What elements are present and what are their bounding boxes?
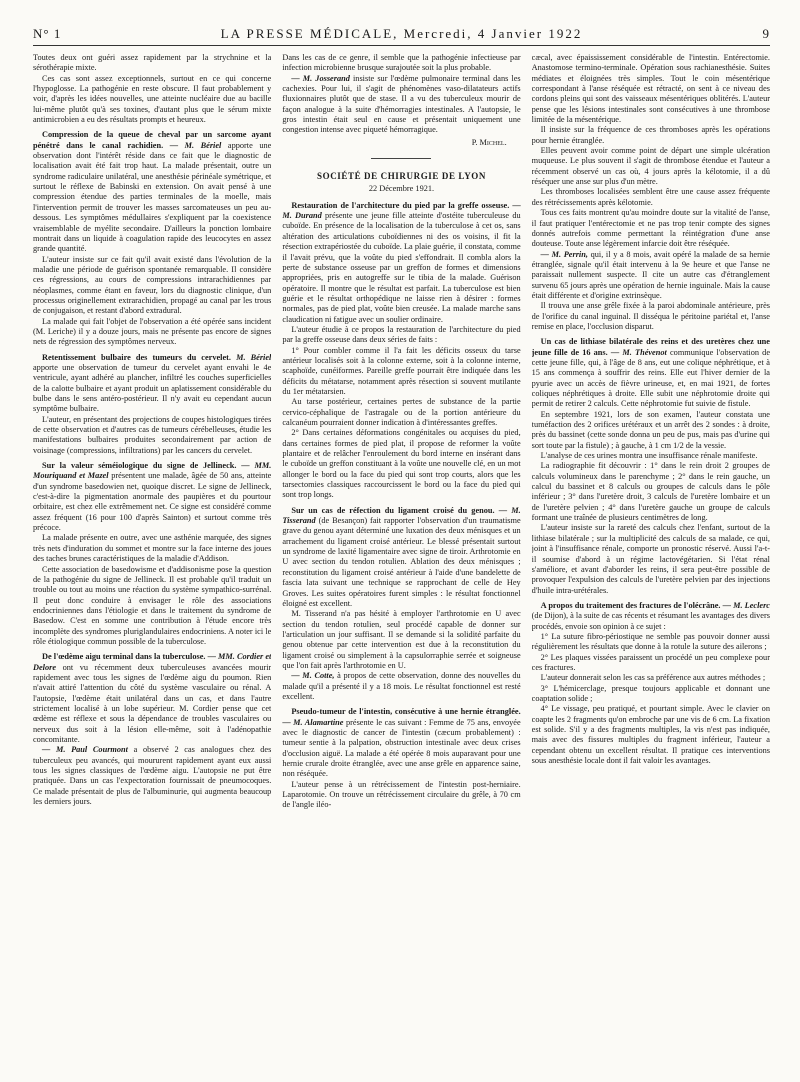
article-heading	[33, 461, 271, 533]
paragraph-text: Il trouva une anse grêle fixée à la paroi abdominale antérieure, près de l'orifice du canal inguinal. Il disséqua le péritoine pariétal et, l'anse remise en place, l'occlusion disparut.	[531, 301, 770, 331]
article-title: Restauration de l'architecture du pied par la greffe osseuse. —	[291, 200, 521, 210]
article-heading	[33, 130, 271, 254]
page-header	[33, 26, 770, 42]
paragraph	[532, 410, 770, 451]
article-author: M. Alamartine	[293, 717, 344, 727]
article-author: M. Leclerc	[733, 600, 770, 610]
article-body: apporte une observation dont l'intérêt réside dans ce fait que le diagnostic de localisation avait été fait trop haut. La malade présentait, outre un syndrome radiculaire unilatéral, une anesthésie périnéale symétrique, et surtout le réflexe de Babinski en extension. On avait pensé à une compression étendue des parties terminales de la moelle, mais l'intervention permit de trouver les masses sarcomateuses un peu au-dessous. Les symptômes médullaires s'expliquent par la coexistence vraisemblable de myélite secondaire. D'ailleurs la ponction lombaire montrait dans un liquide à coagulation rapide des leucocytes en assez grande quantité.	[33, 140, 272, 254]
paragraph	[532, 301, 770, 332]
column-2	[282, 53, 520, 1076]
paragraph-text: L'analyse de ces urines montra une insuffisance rénale manifeste.	[540, 451, 758, 461]
paragraph-text: L'auteur étudie à ce propos la restauration de l'architecture du pied par la greffe osseuse dans deux séries de faits :	[282, 324, 521, 345]
paragraph	[282, 780, 520, 811]
article-author: MM. Mouriquand et Mazel	[33, 461, 272, 481]
paragraph	[282, 671, 520, 702]
article-heading	[282, 201, 520, 325]
article-title: A propos du traitement des fractures de l'olécrâne. —	[540, 600, 731, 610]
article-heading	[532, 601, 770, 632]
paragraph-text: L'auteur, en présentant des projections de coupes histologiques tirées de cette observation et d'autres cas de tumeurs cérébelleuses, étudie les manifestations bulbaires produites secondairement par action de voisinage (compressions, infiltrations) par les cancers du cervelet.	[33, 414, 272, 455]
paragraph	[532, 250, 770, 302]
paragraph	[532, 461, 770, 523]
paragraph-text: Tous ces faits montrent qu'au moindre doute sur la vitalité de l'anse, il faut pratiquer l'entérectomie et ne pas trop tenir compte des signes donnés autrefois comme permettant la réintégration d'une anse douteuse. Toute anse légèrement infarcie doit être réséquée.	[531, 208, 770, 249]
paragraph-text: insiste sur l'œdème pulmonaire terminal dans les cachexies. Pour lui, il s'agit de phénomènes vaso-dilatateurs actifs fluxionnaires plutôt que de stase. Il a vu des tuberculeux mourir de façon analogue à la suite d'hémorragies intestinales. A l'autopsie, le gros intestin était seul en cause et présentait uniquement une congestion intense avec piqueté hémorragique.	[282, 73, 521, 135]
signature: P. Michel.	[471, 137, 507, 147]
paragraph	[282, 397, 520, 428]
paragraph	[282, 428, 520, 500]
section-title: SOCIÉTÉ DE CHIRURGIE DE LYON	[316, 171, 486, 182]
section-date: 22 Décembre 1921.	[368, 184, 435, 194]
paragraph	[33, 745, 271, 807]
paragraph	[33, 74, 271, 126]
paragraph-text: Ces cas sont assez exceptionnels, surtout en ce qui concerne l'hypoglosse. La pathogénie en reste obscure. Il faut probablement y voir, d'après les idées nouvelles, une atteinte nucléaire due au bacille lui-même plutôt qu'à ses toxines, d'autant plus que le sérum mixte antimicrobien a eu des résultats prompts et heureux.	[33, 73, 272, 125]
paragraph	[33, 533, 271, 564]
paragraph-text: Au tarse postérieur, certaines pertes de substance de la partie cervico-céphalique de l'astragale ou de la portion antérieure du calcanéum pourraient donner indication à d'intéressantes greffes.	[282, 397, 521, 427]
paragraph	[33, 415, 271, 456]
paragraph-author: — M. Josserand	[291, 73, 350, 83]
paragraph-text: Il insiste sur la fréquence de ces thromboses après les opérations pour hernie étranglée.	[531, 125, 770, 145]
paragraph-text: 1° La suture fibro-périostique ne semble pas pouvoir donner aussi régulièrement les résultats que donne à la rotule la suture des ailerons ;	[531, 631, 770, 652]
article-title: Sur un cas de réfection du ligament croisé du genou. —	[291, 505, 508, 515]
page-number: 9	[762, 26, 770, 41]
paragraph-text: 1° Pour combler comme il l'a fait les déficits osseux du tarse antérieur localisés soit à la colonne externe, soit à la colonne interne, scaphoïde, cunéiformes. Pareille greffe pourrait être indiquée dans les déficits du métatarse, notamment après résection si souvent mutilante du 1er métatarsien.	[282, 345, 521, 396]
paragraph-text: La malade qui fait l'objet de l'observation a été opérée sans incident (M. Leriche) il y a douze jours, mais ne présente pas encore de signes nets de régression des symptômes nerveux.	[33, 316, 272, 347]
issue-number: N° 1	[33, 26, 62, 41]
paragraph-text: La malade présente en outre, avec une asthénie marquée, des signes très nets d'induration du sommet et montre sur la face interne des joues des taches brunes caractéristiques de la maladie d'Addison.	[33, 533, 272, 564]
paragraph	[532, 704, 770, 766]
paragraph	[532, 125, 770, 146]
paragraph	[33, 53, 271, 74]
article-body: communique l'observation de cette jeune fille, qui, à l'âge de 8 ans, eut une colique néphrétique, et à 15 ans commença à souffrir des reins. Elle eut l'hiver dernier de la pyurie avec un accès de fièvre urineuse, et, en mai 1921, de fortes coliques néphrétiques à droite. Elle subit une néphrotomie droite qui permit de retirer 2 calculs. Cette néphrotomie fut suivie de fistule.	[531, 347, 770, 409]
paragraph-text: a observé 2 cas analogues chez des tuberculeux peu avancés, qui moururent rapidement ayant eux aussi tous les signes classiques de l'œdème aigu. L'autopsie ne put être pratiquée. Dans un cas l'expectoration fournissait de pneumocoques. Ce malade présentait de plus de l'albuminurie, qui augmenta beaucoup les derniers jours.	[33, 745, 272, 807]
paragraph-text: Cette association de basedowisme et d'addisonisme pose la question de la pathogénie du signe de Jellineck. Il est probable qu'il traduit un trouble ou tout au moins une réaction du système sympathico-surrénal. Il peut donc conduire à envisager le rôle des associations endocriniennes dans l'étiologie et dans le traitement du syndrome de Basedow. C'est en somme une contribution à l'étude encore très incomplète des syndromes pluriglandulaires endocriniens. A noter ici le rôle étiologique commun possible de la tuberculose.	[33, 564, 272, 646]
paragraph-text: 4° Le vissage, peu pratiqué, et pourtant simple. Avec le clavier on coapte les 2 fragments qu'on embroche par une vis de 6 cm. La fixation est solide. S'il y a des fragments multiples, la vis n'est pas indiquée, mais avec des fissures multiples du fragment inférieur, l'auteur a cependant obtenu un excellent résultat. Il pratique ces interventions sous anesthésie locale dont il fait valoir les avantages.	[531, 704, 770, 766]
paragraph	[532, 632, 770, 653]
article-body: ont vu récemment deux tuberculeuses avancées mourir rapidement avec tous les signes de l'œdème aigu du poumon. Rien n'avait attiré l'attention du côté du système vasculaire ou rénal. A l'autopsie, l'œdème était unilatéral dans un cas, et dans l'autre strictement localisé à un lobe supérieur. M. Cordier pense que cet œdème est réflexe et sous la dépendance de troubles vasculaires ou nerveux dus soit à la lésion elle-même, soit à l'adénopathie concomitante.	[33, 662, 272, 744]
article-title: Retentissement bulbaire des tumeurs du cervelet.	[42, 352, 232, 362]
article-author: MM. Cordier et Delore	[33, 652, 272, 672]
article-heading	[33, 652, 271, 745]
paragraph	[532, 146, 770, 187]
paragraph-text: 2° Les plaques vissées paraissent un procédé un peu complexe pour ces fractures.	[531, 652, 770, 672]
article-body: (de Besançon) fait rapporter l'observation d'un traumatisme grave du genou ayant déterminé une luxation des deux ménisques et un arrachement du ligament croisé antérieur. Le blessé présentait surtout un syndrome de laxité ligamentaire avec signe de tiroir. Arthrotomie en U avec section du tendon rotulien. Ablation des deux ménisques ; reconstitution du ligament croisé antérieur à l'aide d'une bandelette de fascia lata suivant une technique se rapprochant de celle de Hey Groves. Les suites opératoires furent simples : le résultat fonctionnel éloigné est excellent.	[282, 516, 521, 608]
paragraph	[532, 673, 770, 683]
paragraph	[532, 523, 770, 595]
article-body: (de Dijon), à la suite de cas récents et résumant les avantages des divers procédés, envoie son opinion à ce sujet :	[531, 611, 770, 631]
paragraph-text: M. Tisserand n'a pas hésité à employer l'arthrotomie en U avec section du tendon rotulien, seul procédé capable de donner sur l'articulation un jour suffisant. Il se demande si la solidité parfaite du genou obtenue par cette intervention est due à la reconstitution du ligament croisé ou simplement à la capsulorraphie serrée et soigneuse que l'on fait après l'arthrotomie en U.	[282, 609, 521, 670]
paragraph-text: Dans les cas de ce genre, il semble que la pathogénie infectieuse par infection microbienne brusque surajoutée soit la plus probable.	[282, 53, 521, 73]
article-title: Sur la valeur séméiologique du signe de Jellineck. —	[42, 461, 250, 471]
article-heading	[282, 707, 520, 779]
paragraph-text: 2° Dans certaines déformations congénitales ou acquises du pied, dans certaines formes de pied plat, il propose de reformer la voûte plantaire et de relâcher l'enroulement du bord interne en insérant dans le cuboïde un greffon constituant à la voûte une nouvelle clé, en un mot allonger le bord ou la face du pied qui sont trop courts, alors que les tarsectomies classiques raccourcissent le bord ou la face du pied qui sont trop longs.	[282, 428, 521, 500]
article-heading	[532, 337, 770, 409]
article-title: De l'œdème aigu terminal dans la tuberculose. —	[42, 652, 216, 662]
header-rule	[33, 45, 770, 46]
article-body: présente le cas suivant : Femme de 75 ans, envoyée avec le diagnostic de cancer de l'intestin (cæcum probablement) : tumeur sentie à la palpation, obstruction intestinale avec deux crises d'occlusion aiguë. La malade a été opérée 8 mois auparavant pour une hernie crurale droite étranglée, avec une anse grêle en apparence saine, non réséquée.	[282, 717, 521, 779]
article-title: Un cas de lithiase bilatérale des reins et des uretères chez une jeune fille de 16 ans. —	[531, 337, 770, 357]
text-columns	[33, 53, 770, 1076]
paragraph	[33, 255, 271, 317]
paragraph	[532, 653, 770, 674]
paragraph-text: Elles peuvent avoir comme point de départ une simple ulcération muqueuse. Le plus souvent il s'agit de thrombose étendue et l'auteur a récemment observé un cas où, 4 jours après la kélotomie, il a dû réséquer une anse sur plus d'un mètre.	[531, 146, 770, 187]
paragraph	[282, 609, 520, 671]
paragraph-text: à propos de cette observation, donne des nouvelles du malade qu'il a présenté il y a 18 mois. Le résultat fonctionnel est resté excellent.	[282, 671, 521, 701]
paragraph	[33, 317, 271, 348]
paragraph-text: Les thromboses localisées semblent être une cause assez fréquente des rétrécissements après kélotomie.	[531, 187, 770, 207]
article-title: Pseudo-tumeur de l'intestin, consécutive à une hernie étranglée. —	[282, 707, 521, 727]
article-author: M. Tisserand	[282, 505, 521, 526]
column-3	[532, 53, 770, 1076]
paragraph	[532, 187, 770, 208]
paragraph	[33, 565, 271, 648]
paragraph	[282, 53, 520, 74]
article-body: apporte une observation de tumeur du cervelet ayant envahi le 4e ventricule, ayant adhéré au plancher, infiltré les couches superficielles de la calotte bulbaire et ayant produit un aplatissement considérable du bulbe dans le sens antéro-postérieur. Il n'y avait eu cependant aucun symptôme bulbaire.	[33, 362, 272, 414]
paragraph-text: qui, il y a 8 mois, avait opéré la malade de sa hernie étranglée, signale qu'il était intervenu à la 9e heure et que l'anse ne paraissait nullement suspecte. Il cite un autre cas d'étranglement survenu 65 jours après une opération de hernie inguinale. Mais la cause était différente et d'origine extrinsèque.	[531, 249, 770, 300]
paragraph	[282, 325, 520, 346]
article-author: M. Durand	[282, 211, 322, 221]
paragraph-text: En septembre 1921, lors de son examen, l'auteur constata une tuméfaction des 2 orifices urétéraux et un arrêt des 2 sondes : à droite, près du bassinet (cette sonde donna un peu de pus, mais pas d'urine qui sort toute par la fistule) ; à gauche, à 1 cm 1/2 de la vessie.	[531, 409, 770, 450]
article-author: M. Bériel	[184, 140, 222, 150]
paragraph-text: Toutes deux ont guéri assez rapidement par la strychnine et la sérothérapie mixte.	[33, 53, 272, 73]
paragraph-text: cæcal, avec épaississement considérable de l'intestin. Entérectomie. Anastomose termino-terminale. Opération sous rachianesthésie. Suites médiates et éloignées très simples. Tout le coin mésentérique correspondant à l'anse réséquée est rétracté, on sent à ce niveau des cordons pleins qui sont des vaisseaux mésentériques oblitérés. L'auteur pense que les lésions intestinales sont consécutives à une thrombose limitée de la mésentérique.	[531, 53, 770, 125]
paragraph-text: L'auteur donnerait selon les cas sa préférence aux autres méthodes ;	[540, 673, 766, 683]
paragraph-author: — M. Cotte,	[291, 671, 335, 681]
paragraph-text: 3° L'hémicerclage, presque toujours applicable et donnant une coaptation solide ;	[531, 683, 770, 703]
paragraph	[282, 346, 520, 398]
paragraph	[532, 208, 770, 249]
paragraph-text: L'auteur pense à un rétrécissement de l'intestin post-herniaire. Laparotomie. On trouve un rétrécissement circulaire du grêle, à 70 cm de l'angle iléo-	[282, 779, 521, 810]
paragraph-text: La radiographie fit découvrir : 1° dans le rein droit 2 groupes de calculs volumineux dans le parenchyme ; 2° dans le rein gauche, un calcul du bassinet et 8 calculs ou groupes de calculs dans le pôle inférieur ; 3° dans l'uretère droit, 3 calculs de l'uretère lombaire et un de l'uretère pelvien ; 4° dans l'uretère gauche un groupe de calculs formant une traînée de plusieurs centimètres de long.	[531, 461, 770, 523]
article-heading	[282, 506, 520, 609]
article-author: M. Bériel	[236, 352, 272, 362]
section-rule	[371, 158, 431, 159]
column-1	[33, 53, 271, 1076]
article-title: Compression de la queue de cheval par un sarcome ayant pénétré dans le canal rachidien. —	[33, 130, 272, 150]
running-title: LA PRESSE MÉDICALE, Mercredi, 4 Janvier 1922	[220, 26, 583, 41]
paragraph	[532, 451, 770, 461]
paragraph-text: L'auteur insiste sur ce fait qu'il avait existé dans l'évolution de la maladie une période de guérison spontanée remarquable. Il considère ces régressions, au cours de compressions intrarachidiennes par néoplasmes, comme étant en faveur, lors du diagnostic clinique, d'un processus originellement extrarachidien, propagé au canal par les trous de conjugaison, et restant d'abord extradural.	[33, 254, 272, 316]
paragraph	[532, 684, 770, 705]
article-body: présentent une malade, âgée de 50 ans, atteinte d'un syndrome basedowien net, quoique discret. Le signe de Jellineck, c'est-à-dire la pigmentation anormale des paupières et du pourtour orbitaire, est chez elle extrêmement net. Ce signe est considéré comme assez fréquent (16 pour 100 d'après Sainton) et surtout comme très précoce.	[33, 471, 272, 533]
paragraph-author: — M. Perrin,	[540, 249, 588, 259]
paragraph	[282, 74, 520, 136]
paragraph-author: — M. Paul Courmont	[42, 745, 128, 755]
article-author: M. Thévenot	[622, 347, 667, 357]
paragraph-text: L'auteur insiste sur la rareté des calculs chez l'enfant, surtout de la lithiase bilatérale ; sur la multiplicité des calculs de sa malade, ce qui, joint à l'insuffisance rénale, comporte un pronostic réservé. Aussi l'a-t-il soumise d'abord à un régime lactovégétarien. Si l'état rénal s'améliore, et avant d'aborder les reins, il sera peut-être possible de provoquer l'expulsion des calculs de l'uretère pelvien par des injections d'huile intra-urétérales.	[531, 523, 770, 595]
paragraph	[532, 53, 770, 125]
article-body: présente une jeune fille atteinte d'ostéite tuberculeuse du cuboïde. En présence de la localisation de la tuberculose à cet os, sans altération des articulations cuboïdiennes ni des os voisins, il fit la résection extrapériostée du cuboïde. La plaie guérie, il constata, comme il l'avait prévu, que la voûte du pied s'effondrait. Il combla alors la perte de substance osseuse par un greffon de formes et dimensions appropriées, pris en autogreffe sur le tibia de la malade. Guérison opératoire. Il montre que le résultat est parfait. La tuberculose est bien guérie et le résultat orthopédique ne laisse rien à désirer : formes normales, pas de pied plat, voûte bien creusée. La malade marche sans claudication ni fatigue avec un soulier ordinaire.	[282, 211, 521, 324]
article-heading	[33, 353, 271, 415]
